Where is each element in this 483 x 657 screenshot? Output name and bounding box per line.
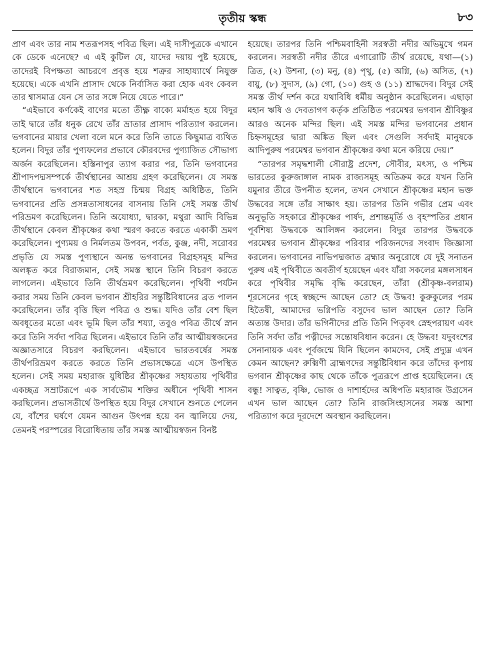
right-column — [248, 39, 474, 654]
paragraph: “তারপর সমৃদ্ধশালী সৌরাষ্ট্র প্রদেশ, সৌবীর, মৎস্য, ও পশ্চিম ভারতের কুরুজাঙ্গাল নামক রাজ্যসমূহ অতিক্রম করে যখন তিনি যমুনার তীরে উপনীত হলেন, তখন সেখানে শ্রীকৃষ্ণের মহান ভক্ত উদ্ধবের সঙ্গে তাঁর সাক্ষাৎ হয়। তারপর তিনি গভীর প্রেম এবং অনুভূতি সহকারে শ্রীকৃষ্ণের পার্ষদ, প্রশান্তমূর্তি ও বৃহস্পতির প্রধান পূর্বশিষ্য উদ্ধবকে আলিঙ্গন করলেন। বিদুর তারপর উদ্ধবকে পরমেশ্বর ভগবান শ্রীকৃষ্ণের পরিবার পরিজনদের সংবাদ জিজ্ঞাসা করলেন। ভগবানের নাভিপদ্মজাত ব্রহ্মার অনুরোধে যে দুই সনাতন পুরুষ এই পৃথিবীতে অবতীর্ণ হয়েছেন এবং যাঁরা সকলের মঙ্গলসাধন করে পৃথিবীর সমৃদ্ধি বৃদ্ধি করেছেন, তাঁরা (শ্রীকৃষ্ণ-বলরাম) শূরসেনের গৃহে স্বচ্ছন্দে আছেন তো? হে উদ্ধব! কুরুকুলের পরম হিতৈষী, আমাদের ভগ্নিপতি বসুদেব ভাল আছেন তো? তিনি অত্যন্ত উদার। তাঁর ভগিনীদের প্রতি তিনি পিতৃবৎ স্নেহপরায়ণ এবং তিনি সর্বদা তাঁর পত্নীদের সন্তোষবিধান করেন। হে উদ্ধব! যদুবংশের সেনানায়ক এবং পূর্বজন্মে যিনি ছিলেন কামদেব, সেই প্রদ্যুম্ন এখন কেমন আছেন? রুক্মিণী ব্রাহ্মণদের সন্তুষ্টিবিধান করে তাঁদের কৃপায় ভগবান শ্রীকৃষ্ণের কাছ থেকে তাঁকে পুত্ররূপে প্রাপ্ত হয়েছিলেন। হে বন্ধু! সাত্বত, বৃষ্ণি, ভোজ ও দাশার্হদের অধিপতি মহারাজ উগ্রসেন এখন ভাল আছেন তো? তিনি রাজসিংহাসনের সমস্ত আশা পরিত্যাগ করে দূরদেশে অবস্থান করছিলেন। — [247, 159, 473, 423]
page-header — [12, 8, 473, 31]
left-column — [12, 39, 238, 654]
paragraph: প্রাণ এবং তার নাম শতরূপসহ পবিত্র ছিল। এই দাসীপুত্রকে এখানে কে ডেকে এনেছে? এ এই কুটিল যে, যাদের দয়ায় পুষ্ট হয়েছে, তাদেরই বিপক্ষতা আচরণে প্রবৃত্ত হয়ে শত্রুর সাহায্যার্থে নিযুক্ত হয়েছে। একে এখনি প্রাসাদ থেকে নির্বাসিত করা হোক এবং কেবল তার শ্বাসমাত্র যেন সে তার সঙ্গে নিয়ে যেতে পারে।” — [12, 40, 238, 104]
page-number: ৮৩ — [457, 10, 473, 24]
paragraph: হয়েছে। তারপর তিনি পশ্চিমবাহিনী সরস্বতী নদীর অভিমুখে গমন করলেন। সরস্বতী নদীর তীরে এগারোটি তীর্থ রয়েছে, যথা—(১) ত্রিত, (২) উশনা, (৩) মনু, (৪) পৃথু, (৫) অগ্নি, (৬) অসিত, (৭) বায়ু, (৮) সুদাস, (৯) গো, (১০) গুহ ও (১১) শ্রাদ্ধদেব। বিদুর সেই সমস্ত তীর্থ দর্শন করে যথাবিধি ধর্মীয় অনুষ্ঠান করেছিলেন। এছাড়া মহান ঋষি ও দেবতাগণ কর্তৃক প্রতিষ্ঠিত পরমেশ্বর ভগবান শ্রীবিষ্ণুর আরও অনেক মন্দির ছিল। এই সমস্ত মন্দির ভগবানের প্রধান চিহ্নসমূহের দ্বারা অঙ্কিত ছিল এবং সেগুলি সর্বদাই মানুষকে আদিপুরুষ পরমেশ্বর ভগবান শ্রীকৃষ্ণের কথা মনে করিয়ে দেয়।” — [247, 40, 473, 157]
text-columns — [12, 39, 473, 654]
paragraph: “এইভাবে কর্ণকেই বাণের মতো তীক্ষ্ণ বাক্যে মর্মাহত হয়ে বিদুর তাই দ্বারে তাঁর ধনুক রেখে তাঁর ভ্রাতার প্রাসাদ পরিত্যাগ করলেন। ভগবানের মায়ার খেলা বলে মনে করে তিনি তাতে কিছুমাত্র ব্যথিত হলেন। বিদুর তাঁর পুণ্যফলের প্রভাবে কৌরবদের পুণ্যাজিত সৌভাগ্য অর্জন করেছিলেন। হস্তিনাপুর ত্যাগ করার পর, তিনি ভগবানের শ্রীপাদপদ্মসম্পর্কে তীর্থস্থানের আশ্রয় গ্রহণ করেছিলেন। যে সমস্ত তীর্থস্থানে ভগবানের শত সহস্র চিন্ময় বিগ্রহ অধিষ্ঠিত, তিনি ভগবানের প্রতি প্রসন্নতাসাধনের বাসনায় তিনি সেই সমস্ত তীর্থ পরিভ্রমণ করেছিলেন। তিনি অযোধ্যা, দ্বারকা, মথুরা আদি বিভিন্ন তীর্থস্থানে কেবল শ্রীকৃষ্ণের কথা স্মরণ করতে করতে একাকী ভ্রমণ করেছিলেন। পুণ্যময় ও নির্মলতম উপবন, পর্বত, কুঞ্জ, নদী, সরোবর প্রভৃতি যে সমস্ত পুণ্যস্থানে অনন্ত ভগবানের বিগ্রহসমূহ মন্দির অলঙ্কৃত করে বিরাজমান, সেই সমস্ত স্থানে তিনি বিচরণ করতে লাগলেন। এইভাবে তিনি তীর্থভ্রমণ করেছিলেন। পৃথিবী পর্যটন করার সময় তিনি কেবল ভগবান শ্রীহরির সন্তুষ্টিবিধানের ব্রত পালন করেছিলেন। তাঁর বৃত্তি ছিল পবিত্র ও শুদ্ধ। যদিও তাঁর বেশ ছিল অবধূতের মতো এবং ভূমি ছিল তাঁর শয্যা, তবুও পবিত্র তীর্থে স্নান করে তিনি সর্বদা পবিত্র ছিলেন। এইভাবে তিনি তাঁর আত্মীয়স্বজনের অজ্ঞাতসারে বিচরণ করছিলেন। এইভাবে ভারতবর্ষের সমস্ত তীর্থপরিভ্রমণ করতে করতে তিনি প্রভাসক্ষেত্রে এসে উপস্থিত হলেন। সেই সময় মহারাজ যুধিষ্ঠির শ্রীকৃষ্ণের সহায়তায় পৃথিবীর একচ্ছত্র সম্রাটরূপে এক সার্বভৌম শক্তির অধীনে পৃথিবী শাসন করছিলেন। প্রভাসতীর্থে উপস্থিত হয়ে বিদুর সেখানে শুনতে পেলেন যে, বাঁশের ঘর্ষণে যেমন আগুন উৎপন্ন হয়ে বন জ্বালিয়ে দেয়, তেমনই পরস্পরের বিরোধিতায় তাঁর সমস্ত আত্মীয়স্বজন বিনষ্ট — [12, 106, 238, 436]
running-title: তৃতীয় স্কন্ধ — [218, 12, 267, 25]
